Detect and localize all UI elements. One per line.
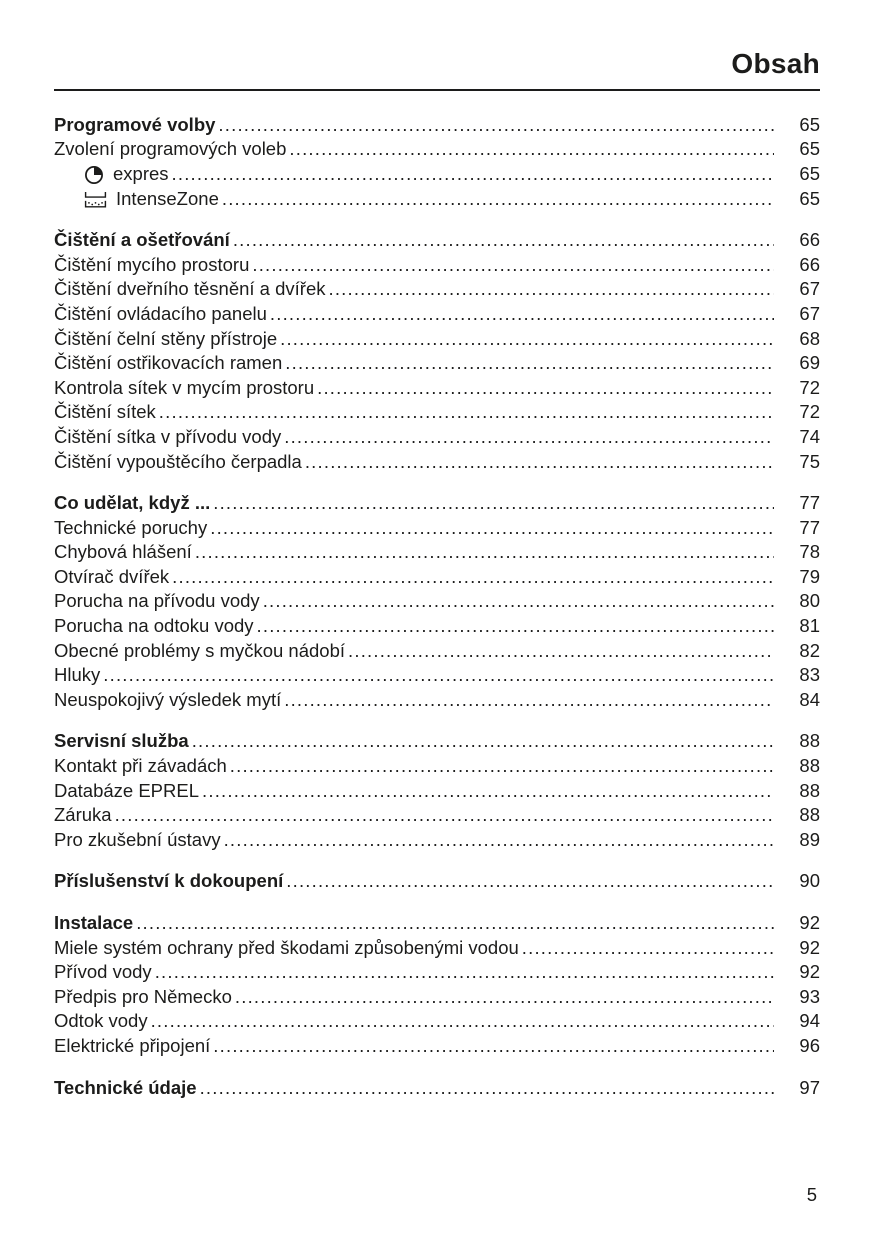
dot-leader (199, 779, 774, 804)
page-title: Obsah (731, 48, 820, 79)
toc-entry-page-number: 68 (799, 327, 820, 349)
toc-entry (54, 253, 820, 278)
toc-entry-page-number: 83 (799, 664, 820, 686)
toc-entry (54, 540, 820, 565)
toc-entry-page-number: 88 (799, 804, 820, 826)
toc-entry (54, 162, 820, 187)
toc-section (54, 228, 820, 474)
footer-page-number: 5 (806, 1184, 817, 1205)
toc-entry-page-number: 72 (799, 376, 820, 398)
toc-entry (54, 137, 820, 162)
toc-entry-label: Čištění ostřikovacích ramen (54, 352, 283, 374)
dot-leader (314, 376, 774, 401)
dot-leader (192, 540, 774, 565)
toc-entry (54, 376, 820, 401)
toc-entry-label: Miele systém ochrany před škodami způsobenými vodou (54, 936, 519, 958)
toc-entry-page-number: 65 (799, 113, 820, 135)
toc-entry-page-number: 79 (799, 565, 820, 587)
toc-entry (54, 960, 820, 985)
intensezone-icon (84, 191, 107, 209)
toc-entry (54, 425, 820, 450)
table-of-contents (54, 113, 820, 1100)
toc-entry-page-number: 74 (799, 425, 820, 447)
toc-entry-label: Otvírač dvířek (54, 565, 170, 587)
toc-entry-label: Čištění mycího prostoru (54, 253, 250, 275)
toc-entry (54, 729, 820, 754)
dot-leader (345, 639, 774, 664)
toc-entry-label: Čištění čelní stěny přístroje (54, 327, 278, 349)
toc-entry (54, 688, 820, 713)
dot-leader (152, 960, 774, 985)
toc-entry-page-number: 65 (799, 138, 820, 160)
toc-entry (54, 911, 820, 936)
dot-leader (219, 187, 774, 212)
dot-leader (267, 302, 774, 327)
toc-entry-page-number: 65 (799, 187, 820, 209)
toc-entry-page-number: 78 (799, 541, 820, 563)
toc-entry (54, 400, 820, 425)
toc-section (54, 1076, 820, 1101)
toc-entry-label: Chybová hlášení (54, 541, 192, 563)
toc-entry (54, 803, 820, 828)
toc-entry-page-number: 77 (799, 492, 820, 514)
dot-leader (302, 450, 774, 475)
toc-entry-label: Čištění a ošetřování (54, 229, 230, 251)
toc-entry-label: Čištění sítek (54, 401, 156, 423)
toc-entry-page-number: 77 (799, 516, 820, 538)
toc-entry-label: Přívod vody (54, 961, 152, 983)
toc-entry (54, 1076, 820, 1101)
toc-entry-label: Čištění vypouštěcího čerpadla (54, 450, 302, 472)
toc-entry-label: Příslušenství k dokoupení (54, 870, 284, 892)
toc-entry-label: Předpis pro Německo (54, 985, 232, 1007)
toc-entry (54, 491, 820, 516)
toc-entry-label: Databáze EPREL (54, 779, 200, 801)
dot-leader (133, 911, 774, 936)
toc-entry-label: Zvolení programových voleb (54, 138, 287, 160)
toc-entry (54, 187, 820, 212)
dot-leader (230, 228, 774, 253)
dot-leader (254, 614, 774, 639)
dot-leader (207, 516, 774, 541)
expres-timer-icon (84, 165, 104, 185)
toc-entry-page-number: 92 (799, 961, 820, 983)
toc-entry-label: IntenseZone (116, 187, 219, 209)
dot-leader (221, 828, 774, 853)
dot-leader (112, 803, 774, 828)
toc-entry-label: Neuspokojivý výsledek mytí (54, 688, 282, 710)
toc-entry (54, 779, 820, 804)
toc-entry (54, 565, 820, 590)
toc-entry-page-number: 96 (799, 1034, 820, 1056)
dot-leader (283, 869, 774, 894)
toc-entry-page-number: 82 (799, 639, 820, 661)
toc-entry-label: Pro zkušební ústavy (54, 828, 221, 850)
toc-entry-label: Programové volby (54, 113, 216, 135)
toc-entry (54, 516, 820, 541)
toc-entry-label: Porucha na přívodu vody (54, 590, 260, 612)
dot-leader (281, 688, 774, 713)
toc-entry (54, 985, 820, 1010)
toc-entry-page-number: 92 (799, 912, 820, 934)
toc-entry (54, 869, 820, 894)
toc-entry-page-number: 94 (799, 1010, 820, 1032)
toc-entry-label: Instalace (54, 912, 134, 934)
toc-entry-label: Obecné problémy s myčkou nádobí (54, 639, 346, 661)
toc-entry-page-number: 84 (799, 688, 820, 710)
toc-entry-page-number: 88 (799, 779, 820, 801)
toc-entry-label: Elektrické připojení (54, 1034, 211, 1056)
toc-entry (54, 663, 820, 688)
toc-entry-label: Čištění dveřního těsnění a dvířek (54, 278, 326, 300)
header-rule (54, 89, 820, 91)
toc-entry-page-number: 81 (799, 615, 820, 637)
dot-leader (260, 589, 774, 614)
toc-entry-page-number: 67 (799, 302, 820, 324)
toc-section (54, 729, 820, 852)
toc-entry (54, 302, 820, 327)
dot-leader (197, 1076, 774, 1101)
dot-leader (277, 327, 774, 352)
toc-entry-label: Odtok vody (54, 1010, 148, 1032)
dot-leader (519, 936, 774, 961)
dot-leader (100, 663, 774, 688)
toc-entry-page-number: 75 (799, 450, 820, 472)
toc-entry (54, 754, 820, 779)
toc-entry (54, 589, 820, 614)
toc-entry-label: Technické údaje (54, 1076, 197, 1098)
toc-entry-label: Technické poruchy (54, 516, 208, 538)
dot-leader (325, 277, 774, 302)
dot-leader (210, 1034, 774, 1059)
toc-entry-page-number: 65 (799, 162, 820, 184)
toc-entry-page-number: 90 (799, 870, 820, 892)
toc-entry (54, 351, 820, 376)
toc-entry-label: Záruka (54, 804, 112, 826)
dot-leader (227, 754, 774, 779)
toc-entry-page-number: 88 (799, 755, 820, 777)
dot-leader (281, 425, 774, 450)
toc-entry-label: Porucha na odtoku vody (54, 615, 254, 637)
dot-leader (282, 351, 774, 376)
toc-entry (54, 450, 820, 475)
toc-entry (54, 936, 820, 961)
toc-entry-page-number: 97 (799, 1076, 820, 1098)
toc-entry-page-number: 80 (799, 590, 820, 612)
toc-entry-label: expres (113, 162, 169, 184)
toc-entry (54, 228, 820, 253)
toc-entry-page-number: 72 (799, 401, 820, 423)
toc-section (54, 869, 820, 894)
toc-entry-label: Čištění ovládacího panelu (54, 302, 267, 324)
toc-entry (54, 828, 820, 853)
toc-entry (54, 113, 820, 138)
toc-entry-label: Servisní služba (54, 730, 189, 752)
toc-section (54, 113, 820, 211)
dot-leader (210, 491, 774, 516)
toc-entry-label: Kontrola sítek v mycím prostoru (54, 376, 315, 398)
toc-entry (54, 639, 820, 664)
toc-entry-page-number: 67 (799, 278, 820, 300)
dot-leader (249, 253, 774, 278)
page-header (54, 0, 820, 91)
dot-leader (215, 113, 774, 138)
dot-leader (286, 137, 774, 162)
toc-entry-page-number: 92 (799, 936, 820, 958)
toc-section (54, 491, 820, 712)
toc-entry-page-number: 88 (799, 730, 820, 752)
toc-entry-page-number: 89 (799, 828, 820, 850)
toc-entry (54, 614, 820, 639)
toc-entry-page-number: 66 (799, 253, 820, 275)
toc-entry (54, 277, 820, 302)
dot-leader (169, 162, 774, 187)
toc-entry-page-number: 66 (799, 229, 820, 251)
toc-entry-label: Hluky (54, 664, 101, 686)
toc-entry (54, 327, 820, 352)
dot-leader (189, 729, 774, 754)
toc-entry-label: Čištění sítka v přívodu vody (54, 425, 282, 447)
toc-entry-label: Co udělat, když ... (54, 492, 211, 514)
dot-leader (169, 565, 774, 590)
toc-entry (54, 1034, 820, 1059)
dot-leader (156, 400, 774, 425)
toc-entry-label: Kontakt při závadách (54, 755, 227, 777)
toc-entry (54, 1009, 820, 1034)
toc-entry-page-number: 93 (799, 985, 820, 1007)
dot-leader (232, 985, 774, 1010)
toc-section (54, 911, 820, 1059)
dot-leader (148, 1009, 774, 1034)
toc-entry-page-number: 69 (799, 352, 820, 374)
